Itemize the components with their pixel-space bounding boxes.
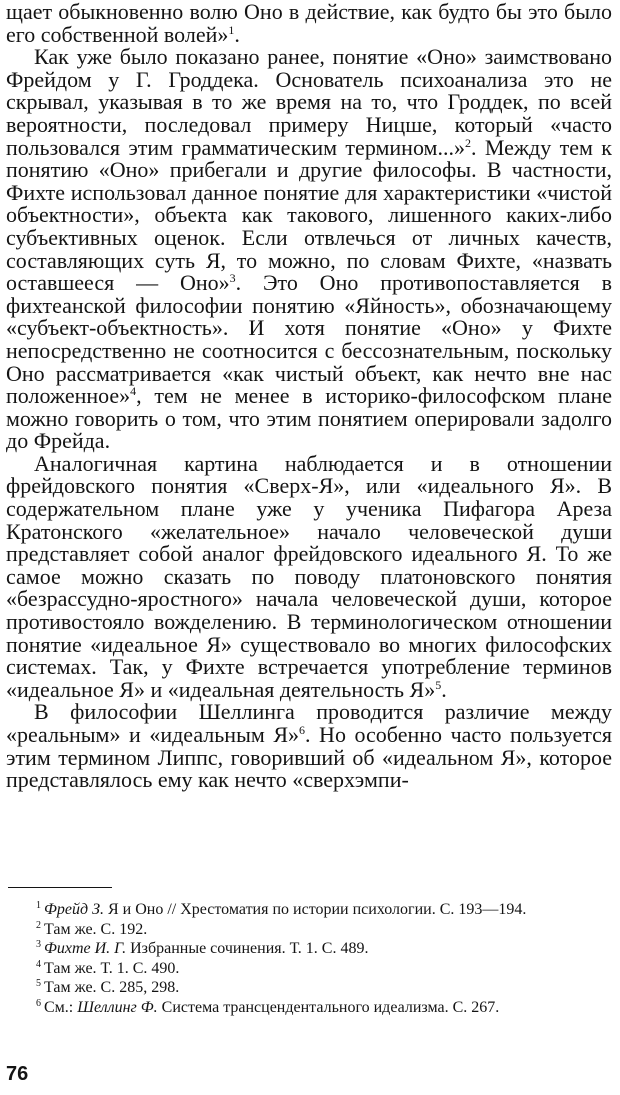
footnote-text: Там же. С. 192. bbox=[44, 920, 148, 938]
footnote-reference[interactable]: 6 bbox=[299, 723, 306, 737]
paragraph-text: Аналогичная картина наблюдается и в отношении фрейдовского понятия «Сверх-Я», или «идеального Я». В содержательном плане уже у ученика Пифагора Ареза Кратонского «желательное» начало человеческой души представляет собой аналог фрейдовского идеального Я. То же самое можно сказать по поводу платоновского понятия «безрассудно-яростного» начала человеческой души, которое противостояло вожделению. В терминологическом отношении понятие «идеальное Я» существовало во многих философских системах. Так, у Фихте встречается употребление терминов «идеальное Я» и «идеальная деятельность Я» bbox=[6, 450, 612, 702]
body-text bbox=[6, 0, 612, 792]
book-page bbox=[6, 0, 612, 1095]
footnote bbox=[6, 978, 612, 998]
footnote-number: 1 bbox=[36, 900, 41, 911]
footnote-number: 3 bbox=[36, 939, 41, 951]
footnote-author: Фихте И. Г. bbox=[44, 940, 127, 958]
footnote-text: Там же. С. 285, 298. bbox=[44, 979, 180, 997]
footnote-separator bbox=[8, 887, 112, 888]
footnote bbox=[6, 920, 612, 940]
paragraph-text: . bbox=[234, 21, 240, 47]
footnote bbox=[6, 959, 612, 979]
paragraph bbox=[6, 701, 612, 791]
footnotes bbox=[6, 900, 612, 1018]
paragraph-text: Как уже было показано ранее, понятие «Оно» заимствовано Фрейдом у Г. Гроддека. Основатель психоанализа это не скрывал, указывая в то же время на то, что Гроддек, по всей вероятности, последовал примеру Ницше, который «часто пользовался этим грамматическим термином...» bbox=[6, 44, 612, 160]
footnote-text: Избранные сочинения. Т. 1. С. 489. bbox=[130, 940, 369, 958]
footnote-text: Система трансцендентального идеализма. С. 267. bbox=[161, 998, 500, 1016]
footnote-prefix: См.: bbox=[44, 998, 74, 1016]
paragraph-text: . bbox=[441, 676, 447, 702]
footnote-number: 4 bbox=[36, 958, 41, 970]
footnote-reference[interactable]: 3 bbox=[229, 271, 236, 286]
footnote-reference[interactable]: 5 bbox=[435, 677, 442, 692]
paragraph-text: , тем не менее в историко-философском плане можно говорить о том, что этим понятием оперировали задолго до Фрейда. bbox=[6, 383, 612, 454]
footnote-reference[interactable]: 4 bbox=[130, 384, 137, 399]
footnote bbox=[6, 900, 612, 920]
paragraph-text: щает обыкновенно волю Оно в действие, как будто бы это было его собственной волей» bbox=[6, 0, 612, 47]
footnote-text: Я и Оно // Хрестоматия по истории психологии. С. 193—194. bbox=[107, 901, 527, 918]
footnote-author: Фрейд З. bbox=[44, 901, 104, 918]
footnote-reference[interactable]: 1 bbox=[228, 22, 235, 37]
footnote-number: 2 bbox=[36, 919, 41, 931]
paragraph-text: . Это Оно противопоставляется в фихтеанской философии понятию «Яйность», обозначающему «субъект-объектность». И хотя понятие «Оно» у Фихте непосредственно не соотносится с бессознательным, поскольку Оно рассматривается «как чистый объект, как нечто вне нас положенное» bbox=[6, 270, 612, 409]
page-number: 76 bbox=[6, 1063, 29, 1085]
footnote-text: Там же. Т. 1. С. 490. bbox=[44, 959, 180, 977]
footnote-reference[interactable]: 2 bbox=[464, 135, 471, 150]
paragraph bbox=[6, 46, 612, 453]
footnote-number: 5 bbox=[36, 978, 41, 990]
footnote bbox=[6, 939, 612, 959]
paragraph-text: . Но особенно часто пользуется этим термином Липпс, говоривший об «идеальном Я», которое представлялось ему как нечто «сверхэмпи- bbox=[6, 722, 612, 793]
footnote-number: 6 bbox=[36, 997, 41, 1009]
footnote-author: Шеллинг Ф. bbox=[77, 998, 158, 1016]
paragraph bbox=[6, 450, 612, 702]
paragraph-text: В философии Шеллинга проводится различие между «реальным» и «идеальным Я» bbox=[6, 699, 612, 747]
paragraph-text: . Между тем к понятию «Оно» прибегали и другие философы. В частности, Фихте использовал данное понятие для характеристики «чистой объектности», объекта как такового, лишенного каких-либо субъективных оценок. Если отвлечься от личных качеств, составляющих суть Я, то можно, по словам Фихте, «назвать оставшееся — Оно» bbox=[6, 134, 612, 296]
footnote bbox=[6, 998, 612, 1018]
paragraph bbox=[6, 1, 612, 46]
